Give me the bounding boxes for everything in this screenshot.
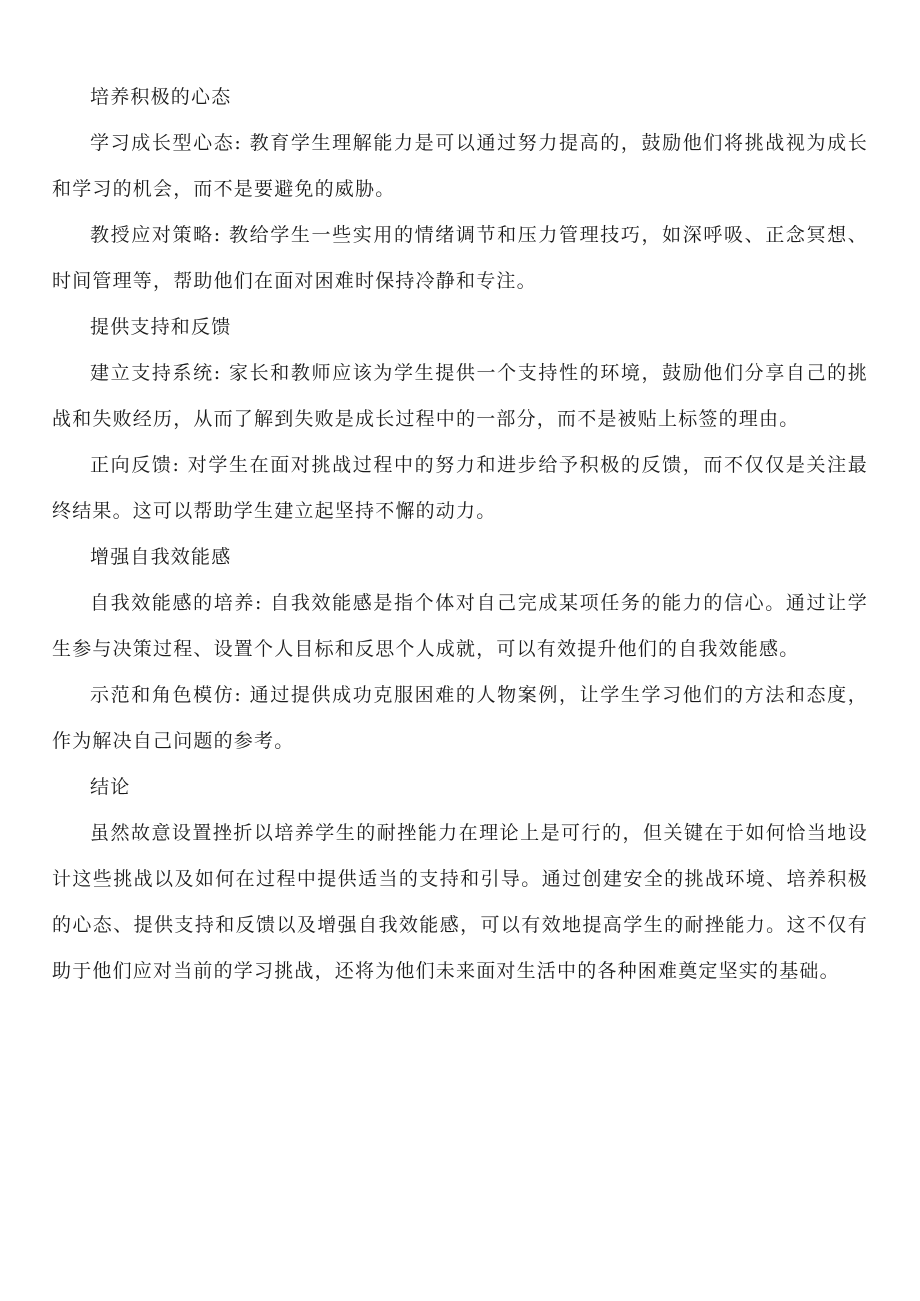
section-heading-conclusion: 结论 xyxy=(90,776,131,798)
paragraph-role-modeling: 示范和角色模仿: 通过提供成功克服困难的人物案例，让学生学习他们的方法和态度，作为解决自己问题的参考。 xyxy=(52,684,868,752)
paragraph-conclusion: 虽然故意设置挫折以培养学生的耐挫能力在理论上是可行的，但关键在于如何恰当地设计这些挑战以及如何在过程中提供适当的支持和引导。通过创建安全的挑战环境、培养积极的心态、提供支持和反馈以及增强自我效能感，可以有效地提高学生的耐挫能力。这不仅有助于他们应对当前的学习挑战，还将为他们未来面对生活中的各种困难奠定坚实的基础。 xyxy=(52,822,868,982)
paragraph-coping-strategies: 教授应对策略: 教给学生一些实用的情绪调节和压力管理技巧，如深呼吸、正念冥想、时间管理等，帮助他们在面对困难时保持冷静和专注。 xyxy=(52,224,868,292)
paragraph-support-system: 建立支持系统: 家长和教师应该为学生提供一个支持性的环境，鼓励他们分享自己的挑战和失败经历，从而了解到失败是成长过程中的一部分，而不是被贴上标签的理由。 xyxy=(52,362,868,430)
section-heading-self-efficacy: 增强自我效能感 xyxy=(90,546,232,568)
paragraph-self-efficacy-cultivation: 自我效能感的培养: 自我效能感是指个体对自己完成某项任务的能力的信心。通过让学生参与决策过程、设置个人目标和反思个人成就，可以有效提升他们的自我效能感。 xyxy=(52,592,868,660)
section-heading-positive-mindset: 培养积极的心态 xyxy=(90,86,232,108)
section-heading-support-feedback: 提供支持和反馈 xyxy=(90,316,232,338)
paragraph-positive-feedback: 正向反馈: 对学生在面对挑战过程中的努力和进步给予积极的反馈，而不仅仅是关注最终结果。这可以帮助学生建立起坚持不懈的动力。 xyxy=(52,454,868,522)
paragraph-growth-mindset: 学习成长型心态: 教育学生理解能力是可以通过努力提高的，鼓励他们将挑战视为成长和学习的机会，而不是要避免的威胁。 xyxy=(52,132,868,200)
